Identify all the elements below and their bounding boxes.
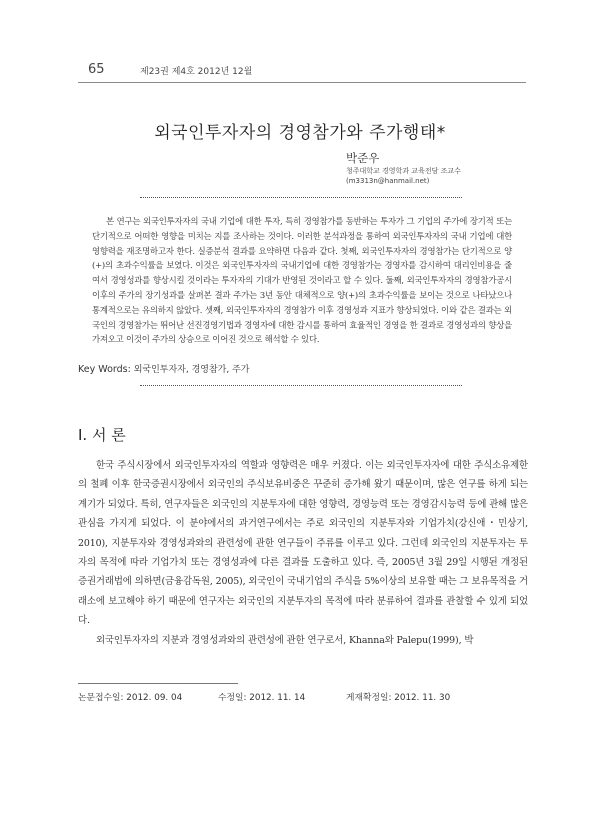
body-paragraph: 외국인투자자의 지분과 경영성과와의 관련성에 관한 연구로서, Khanna와 Palepu(1999), 박 (96, 634, 474, 646)
section-heading: Ⅰ. 서 론 (78, 426, 126, 444)
body-paragraph: 한국 주식시장에서 외국인투자자의 역할과 영향력은 매우 커졌다. 이는 외국인투자자에 대한 주식소유제한의 철폐 이후 한국증권시장에서 외국인의 주식보유비중은 꾸준히 증가해 왔기 때문이며, 많은 연구를 하게 되는 계기가 되었다. 특히, 연구자들은 외국인의 지분투자에 대한 영향력, 경영능력 또는 경영감시능력 등에 관해 많은 관심을 가지게 되었다. 이 분야에서의 과거연구에서는 주로 외국인의 지분투자와 기업가치(강신애・민상기, 2010), 지분투자와 경영성과와의 관련성에 관한 연구들이 주류를 이루고 있다. 그런데 외국인의 지분투자는 투자의 목적에 따라 기업가치 또는 경영성과에 다른 결과를 도출하고 있다. 즉, 2005년 3월 29일 시행된 개정된 증권거래법에 의하면(금융감독원, 2005), 외국인이 국내기업의 주식을 5%이상의 보유할 때는 그 보유목적을 거래소에 보고해야 하기 때문에 연구자는 외국인의 지분투자의 목적에 따라 분류하여 결과를 관찰할 수 있게 되었다. (78, 460, 528, 627)
header-rule (78, 82, 526, 83)
author-name: 박준우 (346, 151, 380, 165)
running-header (0, 62, 600, 82)
accepted-date: 게재확정일: 2012. 11. 30 (346, 693, 451, 703)
revised-date: 수정일: 2012. 11. 14 (218, 693, 306, 703)
abstract-top-divider (140, 197, 462, 198)
received-date: 논문접수일: 2012. 09. 04 (78, 693, 183, 703)
paper-title: 외국인투자자의 경영참가와 주가행태* (154, 123, 446, 143)
journal-info: 제23권 제4호 2012년 12월 (140, 67, 253, 77)
footnote-rule (78, 683, 238, 684)
abstract-text: 본 연구는 외국인투자자의 국내 기업에 대한 투자, 특히 경영참가를 동반하는 투자가 그 기업의 주가에 장기적 또는 단기적으로 어떠한 영향을 미치는 지를 조사하는 것이다. 이러한 분석과정을 통하여 외국인투자자의 국내 기업에 대한 영향력을 재조명하고자 한다. 실증분석 결과를 요약하면 다음과 같다. 첫째, 외국인투자자의 경영참가는 단기적으로 양(+)의 초과수익률을 보였다. 이것은 외국인투자자의 국내기업에 대한 경영참가는 경영자를 감시하여 대리인비용을 줄여서 경영성과를 향상시킬 것이라는 투자자의 기대가 반영된 것이라고 할 수 있다. 둘째, 외국인투자자의 경영참가공시 이후의 주가의 장기성과를 살펴본 결과 주가는 3년 동안 대체적으로 양(+)의 초과수익률을 보이는 것으로 나타났으나 통계적으로는 유의하지 않았다. 셋째, 외국인투자자의 경영참가 이후 경영성과 지표가 향상되었다. 이와 같은 결과는 외국인의 경영참가는 뛰어난 선진경영기법과 경영자에 대한 감시를 통하여 효율적인 경영을 한 결과로 경영성과의 향상을 가져오고 이것이 주가의 상승으로 이어진 것으로 해석할 수 있다. (92, 216, 512, 345)
abstract-bottom-divider (140, 385, 462, 386)
author-email: (m3313n@hanmail.net) (346, 177, 430, 185)
page-number: 65 (88, 62, 105, 77)
keywords (78, 362, 249, 375)
author-affiliation (346, 166, 461, 186)
keywords-list: 외국인투자자, 경영참가, 주가 (133, 365, 250, 375)
affiliation-text: 청주대학교 경영학과 교육전담 조교수 (346, 167, 461, 175)
keywords-label: Key Words: (78, 364, 131, 375)
section-body (78, 456, 528, 650)
